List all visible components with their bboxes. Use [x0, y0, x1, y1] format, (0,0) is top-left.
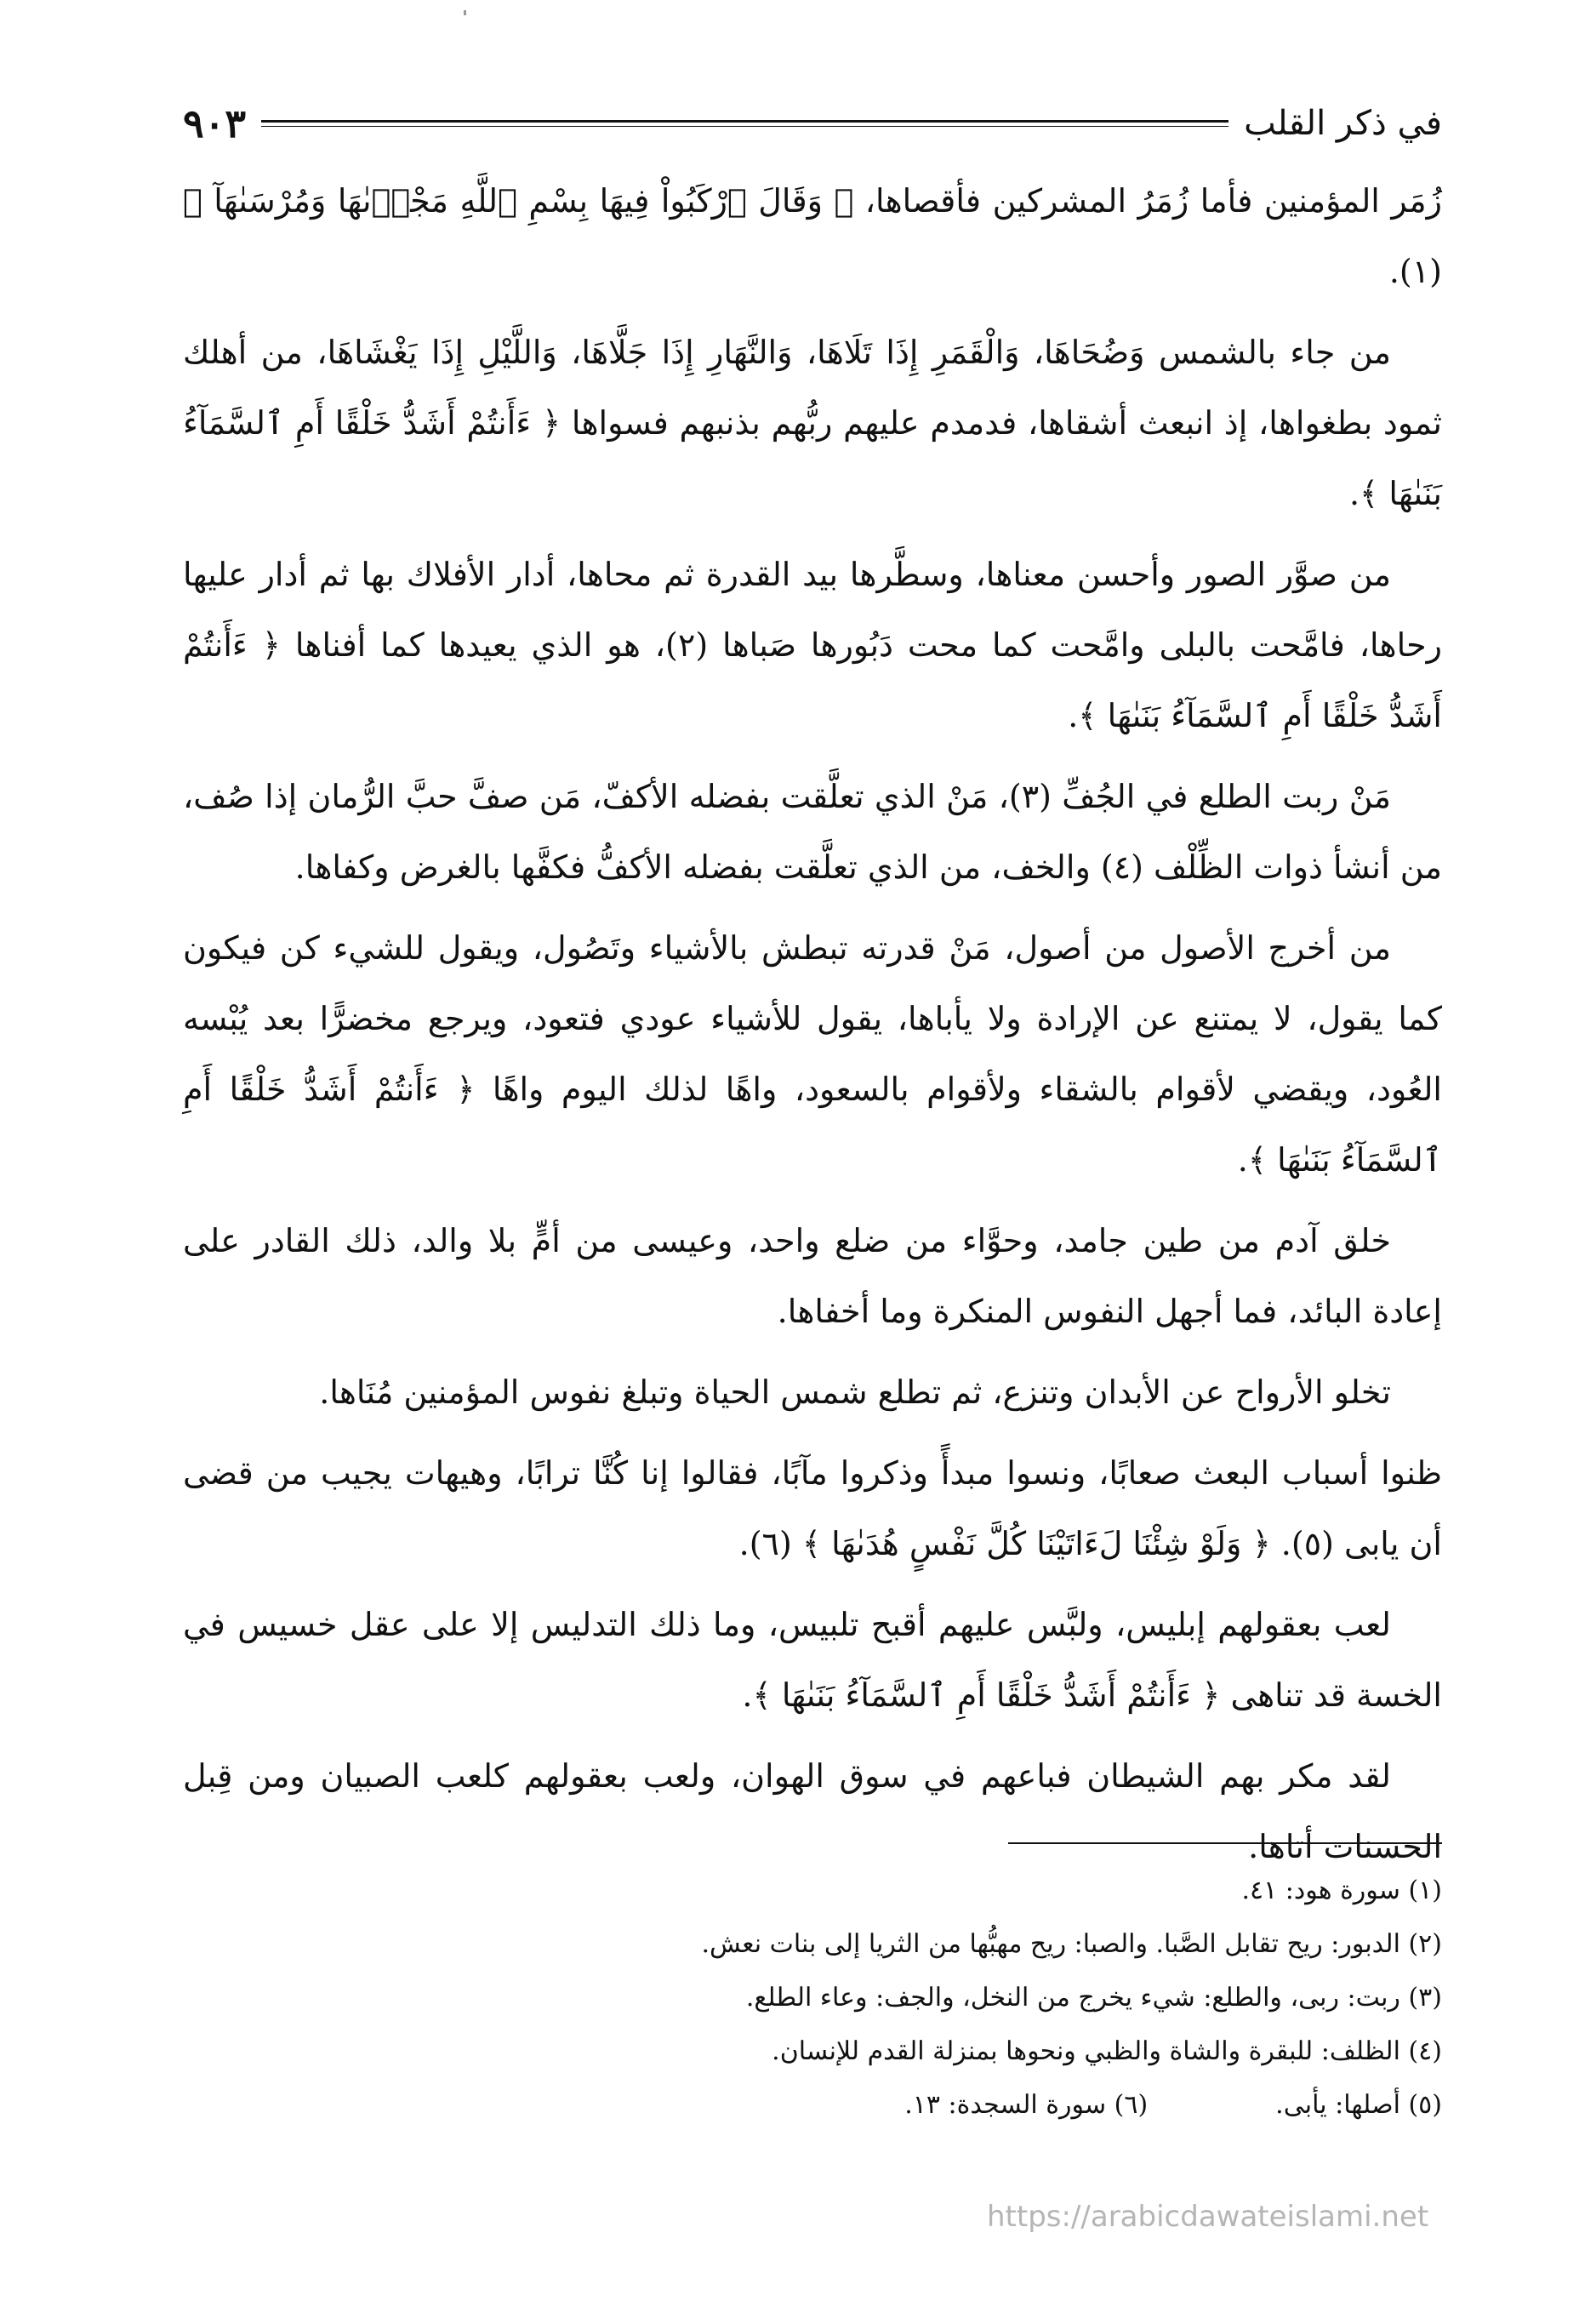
footnote: (٢) الدبور: ريح تقابل الصَّبا. والصبا: ريح مهبُّها من الثريا إلى بنات نعش. — [701, 1929, 1442, 1959]
header-rule — [261, 120, 1228, 127]
running-title: في ذكر القلب — [1244, 104, 1442, 143]
footnote: (٤) الظلف: للبقرة والشاة والظبي ونحوها بمنزلة القدم للإنسان. — [772, 2036, 1442, 2066]
paragraph: تخلو الأرواح عن الأبدان وتنزع، ثم تطلع شمس الحياة وتبلغ نفوس المؤمنين مُنَاها. — [319, 1373, 1391, 1411]
footnotes — [183, 1864, 1442, 2132]
page-header — [183, 94, 1442, 153]
footnote: (٥) أصلها: يأبى. — [1275, 2090, 1442, 2120]
paragraph: من أخرج الأصول من أصول، مَنْ قدرته تبطش بالأشياء وتَصُول، ويقول للشيء كن فيكون كما يقول، لا يمتنع عن الإرادة ولا يأباها، يقول للأشياء عودي فتعود، ويرجع مخضرًّا بعد يُبْسه العُود، ويقضي لأقوام بالشقاء ولأقوام بالسعود، واهًا لذلك اليوم واهًا ﴿ ءَأَنتُمْ أَشَدُّ خَلْقًا أَمِ ٱلسَّمَآءُ بَنَىٰهَا ﴾. — [183, 929, 1442, 1179]
footnote-rule — [1008, 1842, 1442, 1844]
paragraph: زُمَر المؤمنين فأما زُمَرُ المشركين فأقصاها، ﴿ وَقَالَ ٱرْكَبُواْ فِيهَا بِسْمِ ٱللَّهِ مَجْرٜىٰهَا وَمُرْسَىٰهَآ ﴾ (١). — [183, 182, 1442, 290]
watermark-url: https://arabicdawateislami.net — [987, 2200, 1429, 2234]
paragraph: من جاء بالشمس وَضُحَاهَا، وَالْقَمَرِ إِذَا تَلَاهَا، وَالنَّهَارِ إِذَا جَلَّاهَا، وَاللَّيْلِ إِذَا يَغْشَاهَا، من أهلك ثمود بطغواها، إذ انبعث أشقاها، فدمدم عليهم ربُّهم بذنبهم فسواها ﴿ ءَأَنتُمْ أَشَدُّ خَلْقًا أَمِ ٱلسَّمَآءُ بَنَىٰهَا ﴾. — [183, 334, 1442, 512]
main-text — [183, 166, 1442, 1893]
footnote-row — [183, 2078, 1442, 2132]
paragraph: خلق آدم من طين جامد، وحوَّاء من ضلع واحد، وعيسى من أمٍّ بلا والد، ذلك القادر على إعادة البائد، فما أجهل النفوس المنكرة وما أخفاها. — [183, 1222, 1442, 1330]
paragraph: مَنْ ربت الطلع في الجُفِّ (٣)، مَنْ الذي تعلَّقت بفضله الأكفّ، مَن صفَّ حبَّ الرُّمان إذا صُف، من أنشأ ذوات الظِّلْف (٤) والخف، من الذي تعلَّقت بفضله الأكفُّ فكفَّها بالغرض وكفاها. — [183, 778, 1442, 886]
footnote: (٣) ربت: ربى، والطلع: شيء يخرج من النخل، والجف: وعاء الطلع. — [745, 1983, 1442, 2013]
footnote: (٦) سورة السجدة: ١٣. — [904, 2090, 1149, 2120]
footnote: (١) سورة هود: ٤١. — [1241, 1876, 1442, 1905]
paragraph: ظنوا أسباب البعث صعابًا، ونسوا مبدأً وذكروا مآبًا، فقالوا إنا كُنَّا ترابًا، وهيهات يجيب من قضى أن يابى (٥). ﴿ وَلَوْ شِئْنَا لَءَاتَيْنَا كُلَّ نَفْسٍ هُدَىٰهَا ﴾ (٦). — [183, 1454, 1442, 1562]
page-number: ٩٠٣ — [183, 100, 247, 146]
scan-speck — [464, 10, 466, 15]
paragraph: لقد مكر بهم الشيطان فباعهم في سوق الهوان، ولعب بعقولهم كلعب الصبيان ومن قِبل الحسنات أتاها. — [183, 1757, 1442, 1865]
paragraph: لعب بعقولهم إبليس، ولبَّس عليهم أقبح تلبيس، وما ذلك التدليس إلا على عقل خسيس في الخسة قد تناهى ﴿ ءَأَنتُمْ أَشَدُّ خَلْقًا أَمِ ٱلسَّمَآءُ بَنَىٰهَا ﴾. — [183, 1606, 1442, 1714]
paragraph: من صوَّر الصور وأحسن معناها، وسطَّرها بيد القدرة ثم محاها، أدار الأفلاك بها ثم أدار عليها رحاها، فامَّحت بالبلى وامَّحت كما محت دَبُورها صَباها (٢)، هو الذي يعيدها كما أفناها ﴿ ءَأَنتُمْ أَشَدُّ خَلْقًا أَمِ ٱلسَّمَآءُ بَنَىٰهَا ﴾. — [183, 556, 1443, 734]
